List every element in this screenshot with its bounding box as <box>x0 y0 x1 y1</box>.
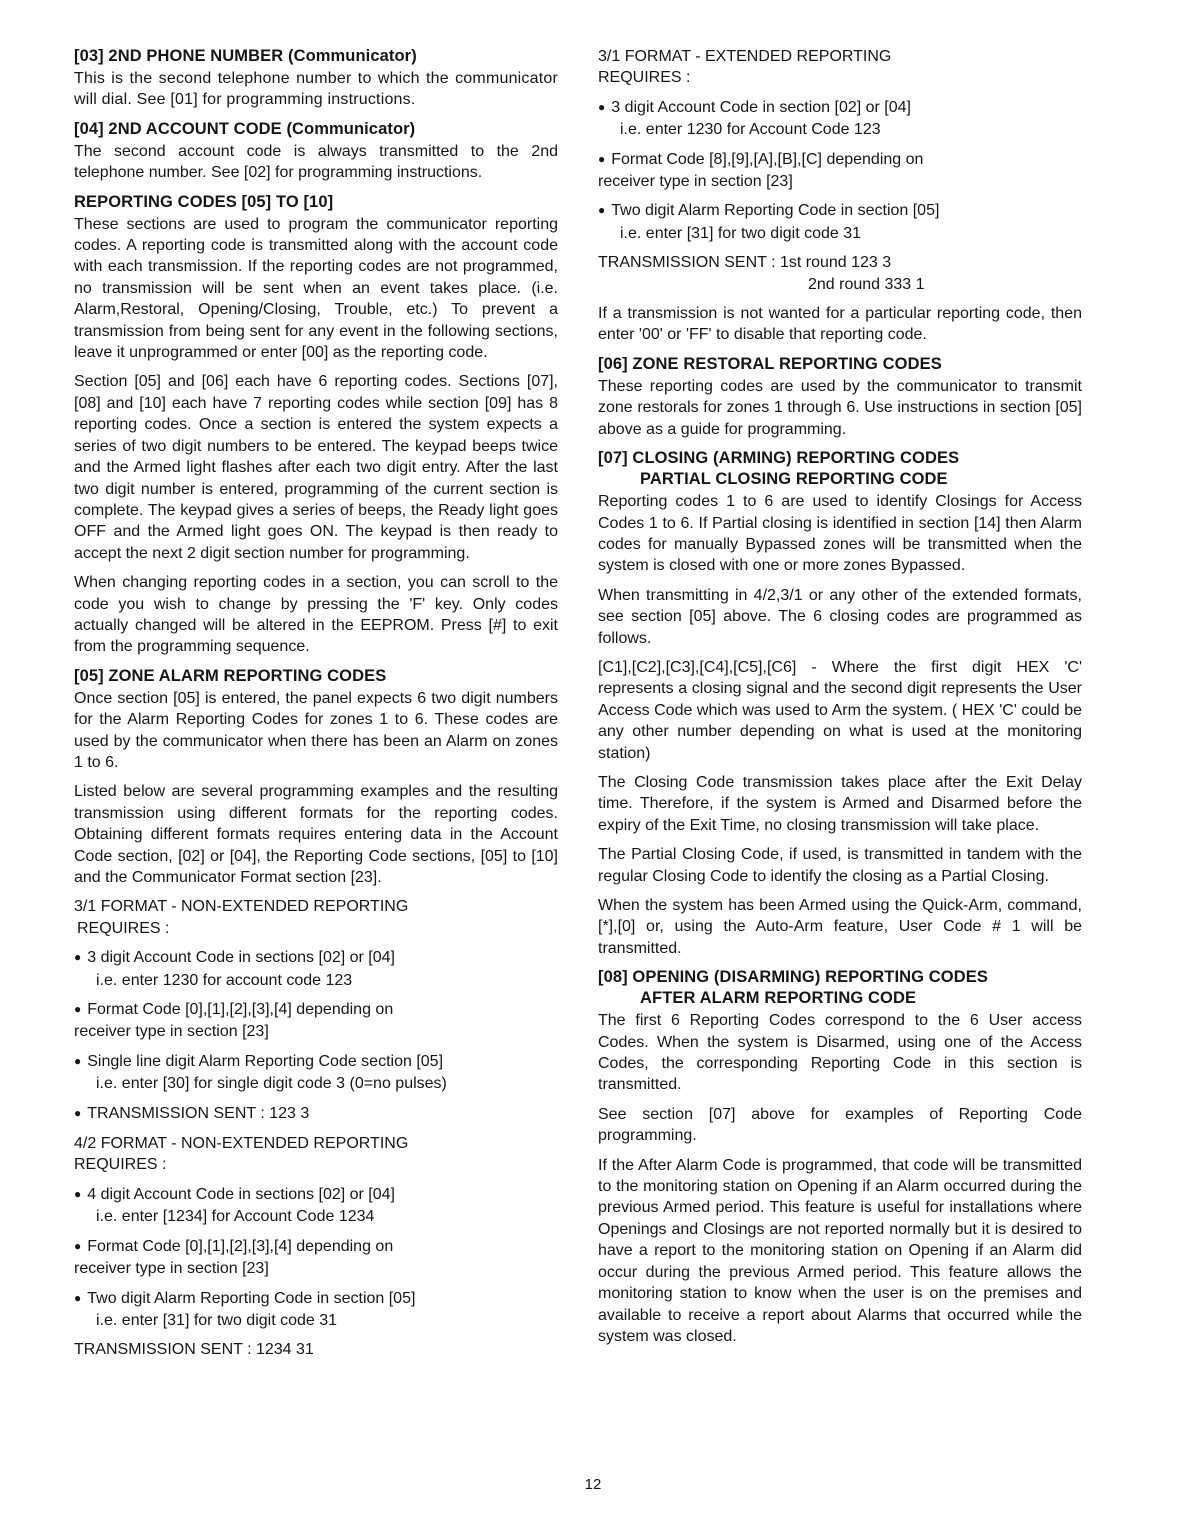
f31-bullet-4-text: ● TRANSMISSION SENT : 123 3 <box>74 1105 309 1122</box>
f31x-bullet-2-wrap: receiver type in section [23] <box>598 173 793 191</box>
f31x-bullet-1 <box>598 97 1082 141</box>
f31x-bullet-3-text: ● Two digit Alarm Reporting Code in section [05] <box>598 202 939 219</box>
f31x-bullet-1-text: ● 3 digit Account Code in section [02] or [04] <box>598 99 911 116</box>
f31-bullet-3 <box>74 1051 558 1095</box>
para-07-4: The Closing Code transmission takes place after the Exit Delay time. Therefore, if the system is Armed and Disarmed before the expiry of the Exit Time, no closing transmission will take place. <box>598 773 1082 834</box>
f31-bullet-2-wrap: receiver type in section [23] <box>74 1023 269 1041</box>
f31x-bullet-2-text: ● Format Code [8],[9],[A],[B],[C] depending on <box>598 151 923 168</box>
f42-transmission <box>74 1339 558 1360</box>
format-31x-requires: REQUIRES : <box>598 69 691 87</box>
f31-bullet-2-text: ● Format Code [0],[1],[2],[3],[4] depending on <box>74 1001 393 1018</box>
para-07-3: [C1],[C2],[C3],[C4],[C5],[C6] - Where the first digit HEX 'C' represents a closing signal and the second digit represents the User Access Code which was used to Arm the system. ( HEX 'C' could be any other number depending on what is used at the monitoring station) <box>598 658 1082 762</box>
heading-07 <box>598 448 1082 490</box>
f31-bullet-1-text: ● 3 digit Account Code in sections [02] or [04] <box>74 949 395 966</box>
left-column <box>74 46 558 1369</box>
heading-05: [05] ZONE ALARM REPORTING CODES <box>74 666 387 685</box>
heading-07-line-2: PARTIAL CLOSING REPORTING CODE <box>640 470 948 489</box>
heading-reporting-codes: REPORTING CODES [05] TO [10] <box>74 192 334 211</box>
f31x-transmission-1: TRANSMISSION SENT : 1st round 123 3 <box>598 254 892 272</box>
f42-bullet-2-wrap: receiver type in section [23] <box>74 1260 269 1278</box>
format-31-title <box>74 896 558 939</box>
format-42-title <box>74 1133 558 1176</box>
para-rc-3: When changing reporting codes in a section, you can scroll to the code you wish to change by pressing the 'F' key. Only codes actually changed will be altered in the EEPROM. Press [#] to exit from the programming sequence. <box>74 574 558 656</box>
para-rc-1: These sections are used to program the communicator reporting codes. A reporting code is transmitted along with the account code with each transmission. If the reporting codes are not programmed, no transmission will be sent when an event takes place. (i.e. Alarm,Restoral, Opening/Closing, Trouble, etc.) To prevent a transmission from being sent for any event in the following sections, leave it unprogrammed or enter [00] as the reporting code. <box>74 215 558 362</box>
para-05-2: Listed below are several programming examples and the resulting transmission using different formats for the reporting codes. Obtaining different formats requires entering data in the Account Code section, [02] or [04], the Reporting Code sections, [05] to [10] and the Communicator Format section [23]. <box>74 783 558 886</box>
f42-bullet-1 <box>74 1184 558 1228</box>
format-31-requires: REQUIRES : <box>77 919 170 937</box>
para-rc-2: Section [05] and [06] each have 6 reporting codes. Sections [07],[08] and [10] each have 7 reporting codes while section [09] has 8 reporting codes. Once a section is entered the system expects a series of two digit numbers to be entered. The keypad beeps twice and the Armed light flashes after each two digit entry. After the last two digit number is entered, programming of the current section is complete. The keypad gives a series of beeps, the Ready light goes OFF and the Armed light goes ON. The keypad is then ready to accept the next 2 digit section number for programming. <box>74 373 558 562</box>
right-column <box>598 46 1082 1355</box>
heading-08-line-1: [08] OPENING (DISARMING) REPORTING CODES <box>598 968 988 987</box>
heading-06: [06] ZONE RESTORAL REPORTING CODES <box>598 354 942 373</box>
f42-bullet-3-example: i.e. enter [31] for two digit code 31 <box>96 1311 338 1329</box>
f31x-bullet-1-example: i.e. enter 1230 for Account Code 123 <box>620 121 881 139</box>
para-08-2: See section [07] above for examples of Reporting Code programming. <box>598 1105 1082 1145</box>
f42-bullet-1-text: ● 4 digit Account Code in sections [02] or [04] <box>74 1186 395 1203</box>
heading-07-line-1: [07] CLOSING (ARMING) REPORTING CODES <box>598 449 960 468</box>
f31-bullet-2 <box>74 999 558 1043</box>
f31-bullet-3-example: i.e. enter [30] for single digit code 3 (0=no pulses) <box>96 1075 447 1093</box>
f31x-bullet-2 <box>598 149 1082 193</box>
para-07-5: The Partial Closing Code, if used, is transmitted in tandem with the regular Closing Code to identify the closing as a Partial Closing. <box>598 846 1082 885</box>
para-08-1: The first 6 Reporting Codes correspond to the 6 User access Codes. When the system is Disarmed, using one of the Access Codes, the corresponding Reporting Code in this section is transmitted. <box>598 1012 1082 1094</box>
f42-transmission-text: TRANSMISSION SENT : 1234 31 <box>74 1341 314 1359</box>
f31x-bullet-3 <box>598 200 1082 244</box>
f31-bullet-4 <box>74 1103 558 1125</box>
para-07-2: When transmitting in 4/2,3/1 or any other of the extended formats, see section [05] above. The 6 closing codes are programmed as follows. <box>598 586 1082 647</box>
format-31x-title-text: 3/1 FORMAT - EXTENDED REPORTING <box>598 48 892 65</box>
page-number: 12 <box>584 1476 602 1493</box>
f31x-bullet-3-example: i.e. enter [31] for two digit code 31 <box>620 224 862 242</box>
para-05-1: Once section [05] is entered, the panel expects 6 two digit numbers for the Alarm Reporting Codes for zones 1 to 6. These codes are used by the communicator when there has been an Alarm on zones 1 to 6. <box>74 689 558 771</box>
heading-03: [03] 2ND PHONE NUMBER (Communicator) <box>74 47 417 65</box>
f31-bullet-3-text: ● Single line digit Alarm Reporting Code section [05] <box>74 1053 443 1070</box>
f42-bullet-3 <box>74 1288 558 1332</box>
f31x-transmission-2: 2nd round 333 1 <box>808 275 925 293</box>
para-04: The second account code is always transmitted to the 2nd telephone number. See [02] for programming instructions. <box>74 142 558 182</box>
para-07-6: When the system has been Armed using the Quick-Arm, command, [*],[0] or, using the Auto-Arm feature, User Code # 1 will be transmitted. <box>598 897 1082 957</box>
format-42-requires: REQUIRES : <box>74 1156 167 1174</box>
heading-04: [04] 2ND ACCOUNT CODE (Communicator) <box>74 119 416 138</box>
f42-bullet-3-text: ● Two digit Alarm Reporting Code in section [05] <box>74 1290 415 1307</box>
f31-bullet-1-example: i.e. enter 1230 for account code 123 <box>96 971 353 989</box>
f42-bullet-2 <box>74 1236 558 1280</box>
f42-bullet-2-text: ● Format Code [0],[1],[2],[3],[4] depending on <box>74 1238 393 1255</box>
format-42-title-text: 4/2 FORMAT - NON-EXTENDED REPORTING <box>74 1135 409 1153</box>
heading-08 <box>598 967 1082 1009</box>
heading-08-line-2: AFTER ALARM REPORTING CODE <box>640 989 917 1008</box>
format-31x-title <box>598 46 1082 89</box>
format-31-title-text: 3/1 FORMAT - NON-EXTENDED REPORTING <box>74 898 409 916</box>
para-disable-note: If a transmission is not wanted for a particular reporting code, then enter '00' or 'FF' to disable that reporting code. <box>598 305 1082 344</box>
para-08-3: If the After Alarm Code is programmed, that code will be transmitted to the monitoring station on Opening if an Alarm occurred during the previous Armed period. This feature is useful for installations where Openings and Closings are not reported normally but it is desired to have a report to the monitoring station on Opening if an Alarm did occur during the previous Armed period. This feature allows the monitoring station to know when the user is on the premises and available to receive a report about Alarms that occurred while the system was closed. <box>598 1156 1082 1345</box>
para-06: These reporting codes are used by the communicator to transmit zone restorals for zones 1 through 6. Use instructions in section [05] above as a guide for programming. <box>598 377 1082 438</box>
f31-bullet-1 <box>74 947 558 991</box>
para-03: This is the second telephone number to which the communicator will dial. See [01] for programming instructions. <box>74 70 558 109</box>
f31x-transmission <box>598 252 1082 295</box>
para-07-1: Reporting codes 1 to 6 are used to identify Closings for Access Codes 1 to 6. If Partial closing is identified in section [14] then Alarm codes for manually Bypassed zones will be transmitted when the system is closed with one or more zones Bypassed. <box>598 493 1082 575</box>
f42-bullet-1-example: i.e. enter [1234] for Account Code 1234 <box>96 1208 375 1226</box>
